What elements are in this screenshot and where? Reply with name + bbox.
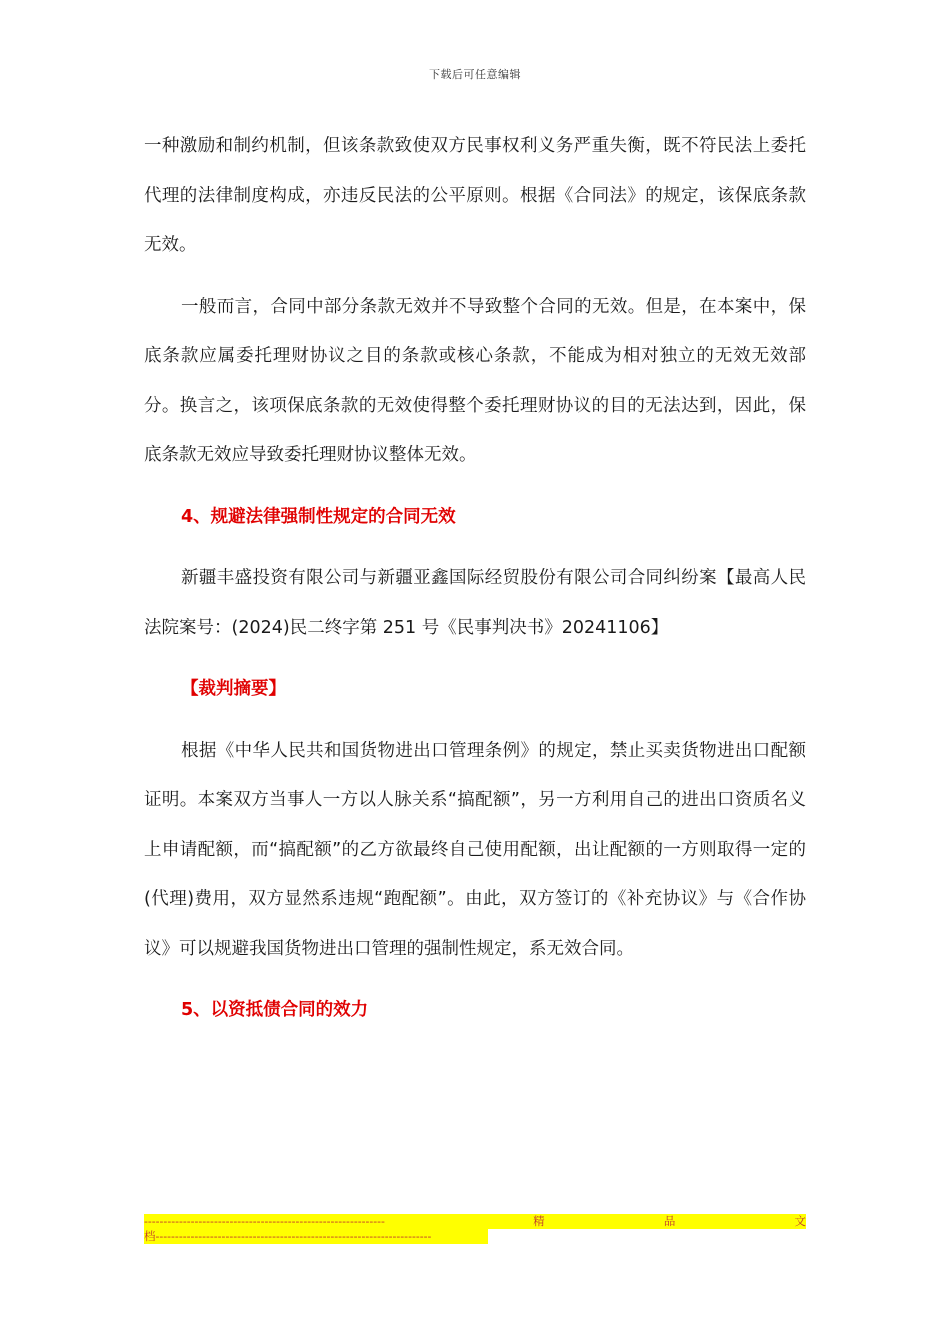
footer-line-1: [144, 1214, 806, 1229]
page-header: 下载后可任意编辑: [429, 68, 521, 81]
document-body: [144, 122, 806, 1048]
footer-char-3: 文: [794, 1214, 806, 1228]
section-heading-5: 5、以资抵债合同的效力: [181, 1000, 369, 1020]
footer-dashes: --------------------------------------------------------------: [144, 1214, 385, 1228]
footer-watermark: [144, 1214, 806, 1248]
footer-line-2: 档-----------------------------------------------------------------------: [144, 1229, 488, 1244]
paragraph-2: 一般而言，合同中部分条款无效并不导致整个合同的无效。但是，在本案中，保底条款应属委托理财协议之目的条款或核心条款，不能成为相对独立的无效无效部分。换言之，该项保底条款的无效使得整个委托理财协议的目的无法达到，因此，保底条款无效应导致委托理财协议整体无效。: [144, 296, 806, 465]
paragraph-summary: 根据《中华人民共和国货物进出口管理条例》的规定，禁止买卖货物进出口配额证明。本案双方当事人一方以人脉关系“搞配额”，另一方利用自己的进出口资质名义上申请配额，而“搞配额”的乙方欲最终自己使用配额，出让配额的一方则取得一定的(代理)费用，双方显然系违规“跑配额”。由此，双方签订的《补充协议》与《合作协议》可以规避我国货物进出口管理的强制性规定，系无效合同。: [144, 740, 806, 959]
section-heading-4: 4、规避法律强制性规定的合同无效: [181, 506, 456, 527]
footer-char-1: 精: [533, 1214, 545, 1228]
paragraph-case-citation: 新疆丰盛投资有限公司与新疆亚鑫国际经贸股份有限公司合同纠纷案【最高人民法院案号：(2024)民二终字第 251 号《民事判决书》20241106】: [144, 568, 806, 638]
judgment-summary-heading: 【裁判摘要】: [181, 679, 286, 699]
footer-char-2: 品: [663, 1214, 676, 1228]
paragraph-1: 一种激励和制约机制，但该条款致使双方民事权利义务严重失衡，既不符民法上委托代理的法律制度构成，亦违反民法的公平原则。根据《合同法》的规定，该保底条款无效。: [144, 136, 806, 255]
